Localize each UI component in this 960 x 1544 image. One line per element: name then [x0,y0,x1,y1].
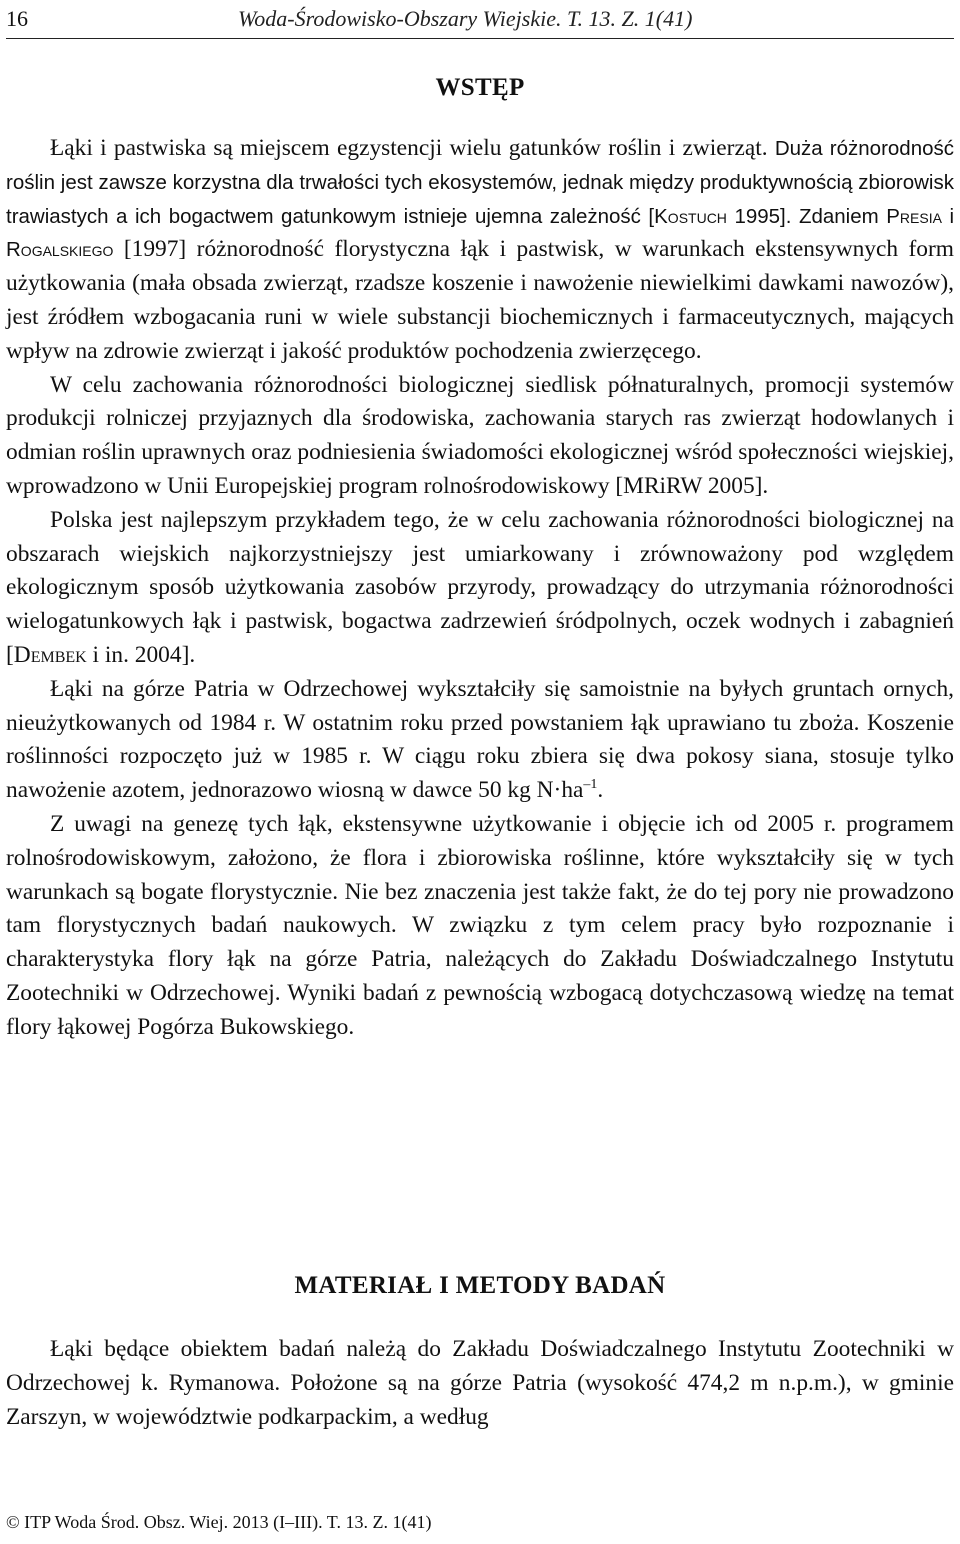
paragraph-intro-1 [6,132,954,369]
sans-text: Duża różnorodność roślin jest zawsze korzystna dla trwałości tych ekosystemów, jednak między produktywnością zbiorowisk trawiastych a ich bogactwem gatunkowym istnieje ujemna zależność [ [6,137,955,228]
paragraph-intro-4-text: Łąki na górze Patria w Odrzechowej wykształciły się samoistnie na byłych gruntach ornych, nieużytkowanych od 1984 r. W ostatnim roku przed powstaniem łąk uprawiano tu zboża. Koszenie roślinności rozpoczęto już w 1985 r. W ciągu roku zbiera się dwa pokosy siana, stosuje tylko nawożenie azotem, jednorazowo wiosną w dawce 50 kg N·ha [6,675,954,804]
footer-copyright: © ITP Woda Środ. Obsz. Wiej. 2013 (I–III). T. 13. Z. 1(41) [6,1512,432,1532]
paragraph-intro-2: W celu zachowania różnorodności biologicznej siedlisk półnaturalnych, promocji systemów produkcji rolniczej przyjaznych dla środowiska, zachowania starych ras zwierząt hodowlanych i odmian roślin uprawnych oraz podniesienia świadomości ekologicznej wśród społeczności wiejskiej, wprowadzono w Unii Europejskiej program rolnośrodowiskowy [MRiRW 2005]. [6,371,954,499]
conjunction: i [941,204,955,228]
paragraph-intro-3 [6,504,954,673]
paragraph-intro-4-end: . [597,777,604,804]
paragraph-intro-4 [6,673,954,808]
page-number: 16 [6,6,28,31]
running-header [6,2,954,39]
citation-year: 1995]. Zdaniem [726,204,887,228]
superscript-exponent: –1 [583,777,598,793]
citation-author-rogalskiego: Rogalskiego [6,238,114,262]
section-methods-body [6,1333,954,1434]
section-intro-body [6,132,954,1045]
citation-author-kostuch: Kostuch [654,204,727,228]
paragraph-intro-1-rest: [1997] różnorodność florystyczna łąk i pastwisk, w warunkach ekstensywnych form użytkowania (mała obsada zwierząt, rzadsze koszenie i nawożenie niewielkimi dawkami nawozów), jest źródłem wzbogacania runi w wiele substancji biochemicznych i farmaceutycznych, mających wpływ na zdrowie zwierząt i jakość produktów pochodzenia zwierzęcego. [6,236,954,364]
paragraph-intro-3-text: Polska jest najlepszym przykładem tego, że w celu zachowania różnorodności biologicznej na obszarach wiejskich najkorzystniejszy jest umiarkowany i zrównoważony pod względem ekologicznym sposób użytkowania zasobów przyrody, prowadzący do utrzymania różnorodności wielogatunkowych łąk i pastwisk, bogactwa zadrzewień śródpolnych, oczek wodnych i zabagnień [ [6,506,954,668]
page [6,0,954,1544]
paragraph-intro-5: Z uwagi na genezę tych łąk, ekstensywne użytkowanie i objęcie ich od 2005 r. programem rolnośrodowiskowym, założono, że flora i zbiorowiska roślinne, które wykształciły się w tych warunkach są bogate florystycznie. Nie bez znaczenia jest także fakt, że do tej pory nie prowadzono tam florystycznych badań naukowych. W związku z tym celem pracy było rozpoznanie i charakterystyka flory łąk na górze Patria, należących do Zakładu Doświadczalnego Instytutu Zootechniki w Odrzechowej. Wyniki badań z pewnością wzbogacą dotychczasową wiedzę na temat flory łąkowej Pogórza Bukowskiego. [6,810,954,1040]
paragraph-methods-1: Łąki będące obiektem badań należą do Zakładu Doświadczalnego Instytutu Zootechniki w Odrzechowej k. Rymanowa. Położone są na górze Patria (wysokość 474,2 m n.p.m.), w gminie Zarszyn, w województwie podkarpackim, a według [6,1336,954,1430]
citation-author-dembek: Dembek [13,641,87,668]
journal-title: Woda-Środowisko-Obszary Wiejskie. T. 13. Z. 1(41) [238,6,693,31]
paragraph-intro-1-line1: Łąki i pastwiska są miejscem egzystencji wielu gatunków roślin i zwierząt. [50,135,768,161]
citation-rest: i in. 2004]. [86,641,196,668]
section-heading-methods: MATERIAŁ I METODY BADAŃ [294,1272,666,1299]
section-heading-intro: WSTĘP [435,74,525,101]
citation-author-presia: Presia [886,204,942,228]
